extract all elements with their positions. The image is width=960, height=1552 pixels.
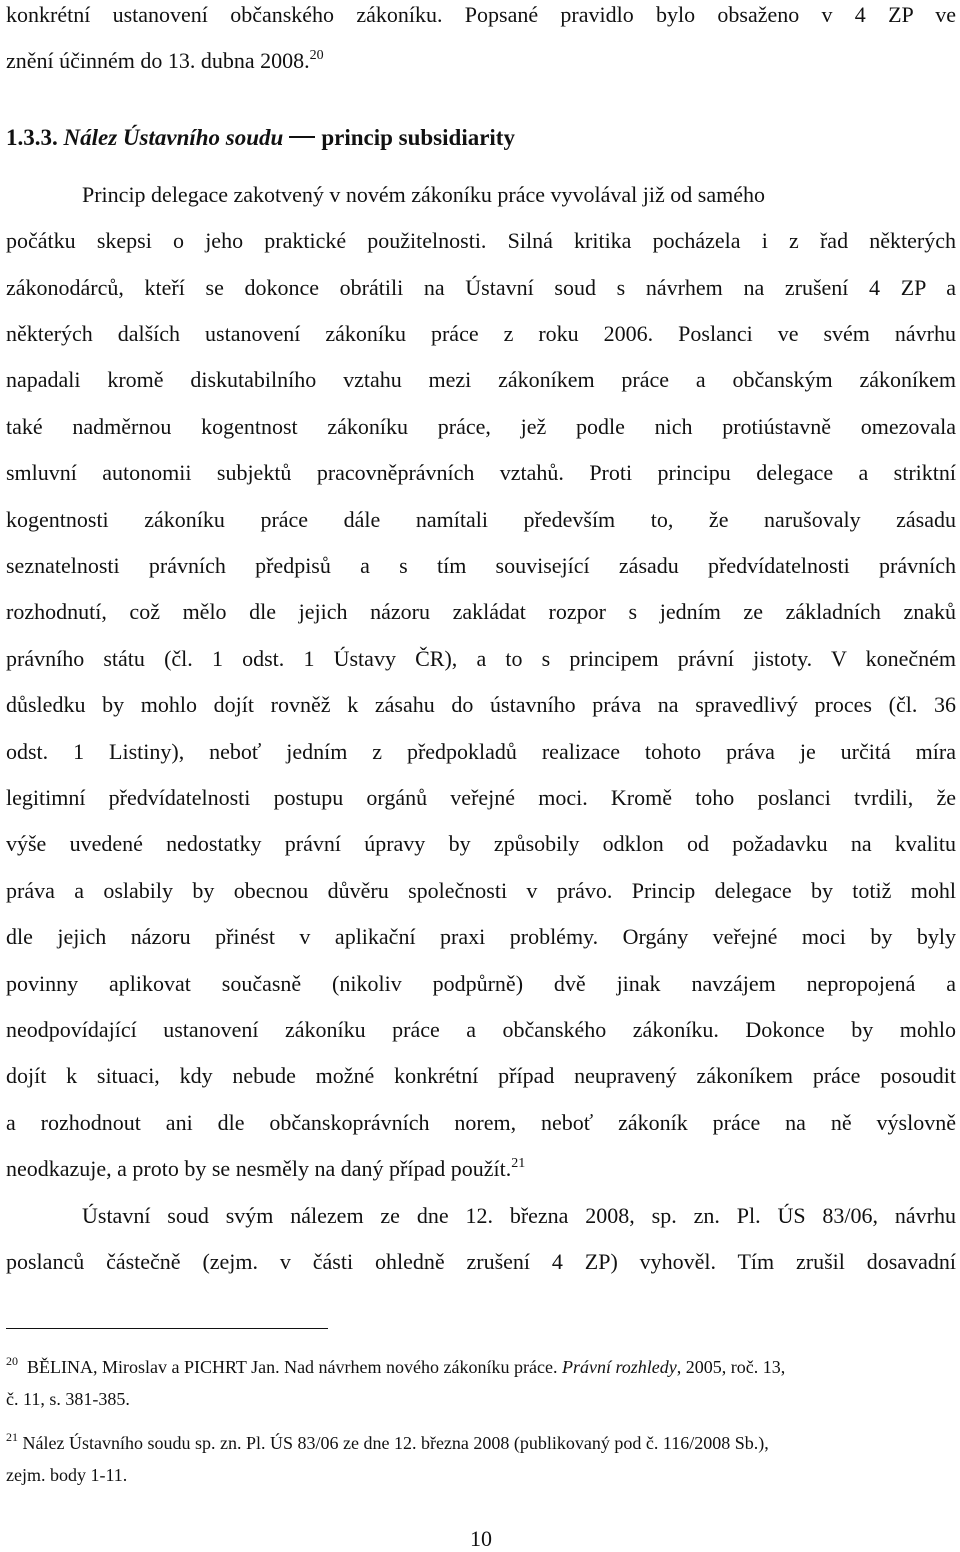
body-line: znění účinném do 13. dubna 2008.20 bbox=[6, 48, 324, 73]
body-line: Princip delegace zakotvený v novém zákoníku práce vyvolával již od samého bbox=[82, 182, 765, 207]
body-line: legitimní předvídatelnosti postupu orgánů veřejné moci. Kromě toho poslanci tvrdili, že bbox=[6, 785, 956, 810]
body-line: seznatelnosti právních předpisů a s tím související zásadu předvídatelnosti právních bbox=[6, 553, 956, 578]
body-line: Ústavní soud svým nálezem ze dne 12. března 2008, sp. zn. Pl. ÚS 83/06, návrhu bbox=[82, 1203, 956, 1228]
body-line: zákonodárců, kteří se dokonce obrátili na Ústavní soud s návrhem na zrušení 4 ZP a bbox=[6, 275, 956, 300]
footnote-number: 20 bbox=[6, 1354, 18, 1368]
body-line: některých dalších ustanovení zákoníku práce z roku 2006. Poslanci ve svém návrhu bbox=[6, 321, 956, 346]
body-line: a rozhodnout ani dle občanskoprávních norem, neboť zákoník práce na ně výslovně bbox=[6, 1110, 956, 1135]
body-line: důsledku by mohlo dojít rovněž k zásahu do ústavního práva na spravedlivý proces (čl. 36 bbox=[6, 692, 956, 717]
heading-number: 1.3.3. bbox=[6, 125, 58, 150]
body-line: konkrétní ustanovení občanského zákoníku. Popsané pravidlo bylo obsaženo v 4 ZP ve bbox=[6, 2, 956, 27]
body-line: povinny aplikovat současně (nikoliv podpůrně) dvě jinak navzájem nepropojená a bbox=[6, 971, 956, 996]
body-line: smluvní autonomii subjektů pracovněprávních vztahů. Proti principu delegace a striktní bbox=[6, 460, 956, 485]
footnote-ref-21[interactable]: 21 bbox=[511, 1156, 526, 1171]
body-line: napadali kromě diskutabilního vztahu mezi zákoníkem práce a občanským zákoníkem bbox=[6, 367, 956, 392]
journal-title: Právní rozhledy bbox=[561, 1357, 677, 1377]
body-line: také nadměrnou kogentnost zákoníku práce, jež podle nich protiústavně omezovala bbox=[6, 414, 956, 439]
body-line: dojít k situaci, kdy nebude možné konkrétní případ neupravený zákoníkem práce posoudit bbox=[6, 1063, 956, 1088]
body-line: neodkazuje, a proto by se nesměly na daný případ použít.$^{21}$ bbox=[6, 1156, 526, 1181]
footnote-number: 21 bbox=[6, 1430, 18, 1444]
footnote-21: $^{21}$ Nález Ústavního soudu sp. zn. Pl. ÚS 83/06 ze dne 12. března 2008 (publikovaný pod č. 116/2008 Sb.), bbox=[6, 1430, 769, 1453]
body-line: právního státu (čl. 1 odst. 1 Ústavy ČR), a to s principem právní jistoty. V konečném bbox=[6, 646, 956, 671]
body-line: poslanců částečně (zejm. v části ohledně zrušení 4 ZP) vyhověl. Tím zrušil dosavadní bbox=[6, 1249, 956, 1274]
page-number: 10 bbox=[470, 1526, 492, 1551]
heading-title-rest: princip subsidiarity bbox=[321, 125, 515, 150]
heading-dash bbox=[289, 136, 315, 138]
body-line: rozhodnutí, což mělo dle jejich názoru zakládat rozpor s jedním ze základních znaků bbox=[6, 599, 956, 624]
body-line: kogentnosti zákoníku práce dále namítali především to, že narušovaly zásadu bbox=[6, 507, 956, 532]
body-line: výše uvedené nedostatky právní úpravy by způsobily odklon od požadavku na kvalitu bbox=[6, 831, 956, 856]
body-line: dle jejich názoru přinést v aplikační praxi problémy. Orgány veřejné moci by byly bbox=[6, 924, 956, 949]
body-line: práva a oslabily by obecnou důvěru společnosti v právo. Princip delegace by totiž mohl bbox=[6, 878, 956, 903]
heading-title-italic: Nález Ústavního soudu bbox=[63, 125, 284, 150]
footnote-20-line2: č. 11, s. 381-385. bbox=[6, 1389, 130, 1409]
footnote-ref-20[interactable]: 20 bbox=[309, 48, 324, 63]
body-line: odst. 1 Listiny), neboť jedním z předpokladů realizace tohoto práva je určitá míra bbox=[6, 739, 956, 764]
footnote-21-line2: zejm. body 1-11. bbox=[6, 1465, 128, 1485]
footnote-separator bbox=[6, 1328, 328, 1329]
footnote-20: $^{20}$ BĚLINA, Miroslav a PICHRT Jan. Nad návrhem nového zákoníku práce. Právní rozhledy, 2005, roč. 13, bbox=[6, 1354, 786, 1377]
section-heading bbox=[6, 126, 515, 149]
body-line: neodpovídající ustanovení zákoníku práce a občanského zákoníku. Dokonce by mohlo bbox=[6, 1017, 956, 1042]
body-line: počátku skepsi o jeho praktické použitelnosti. Silná kritika pocházela i z řad některých bbox=[6, 228, 956, 253]
